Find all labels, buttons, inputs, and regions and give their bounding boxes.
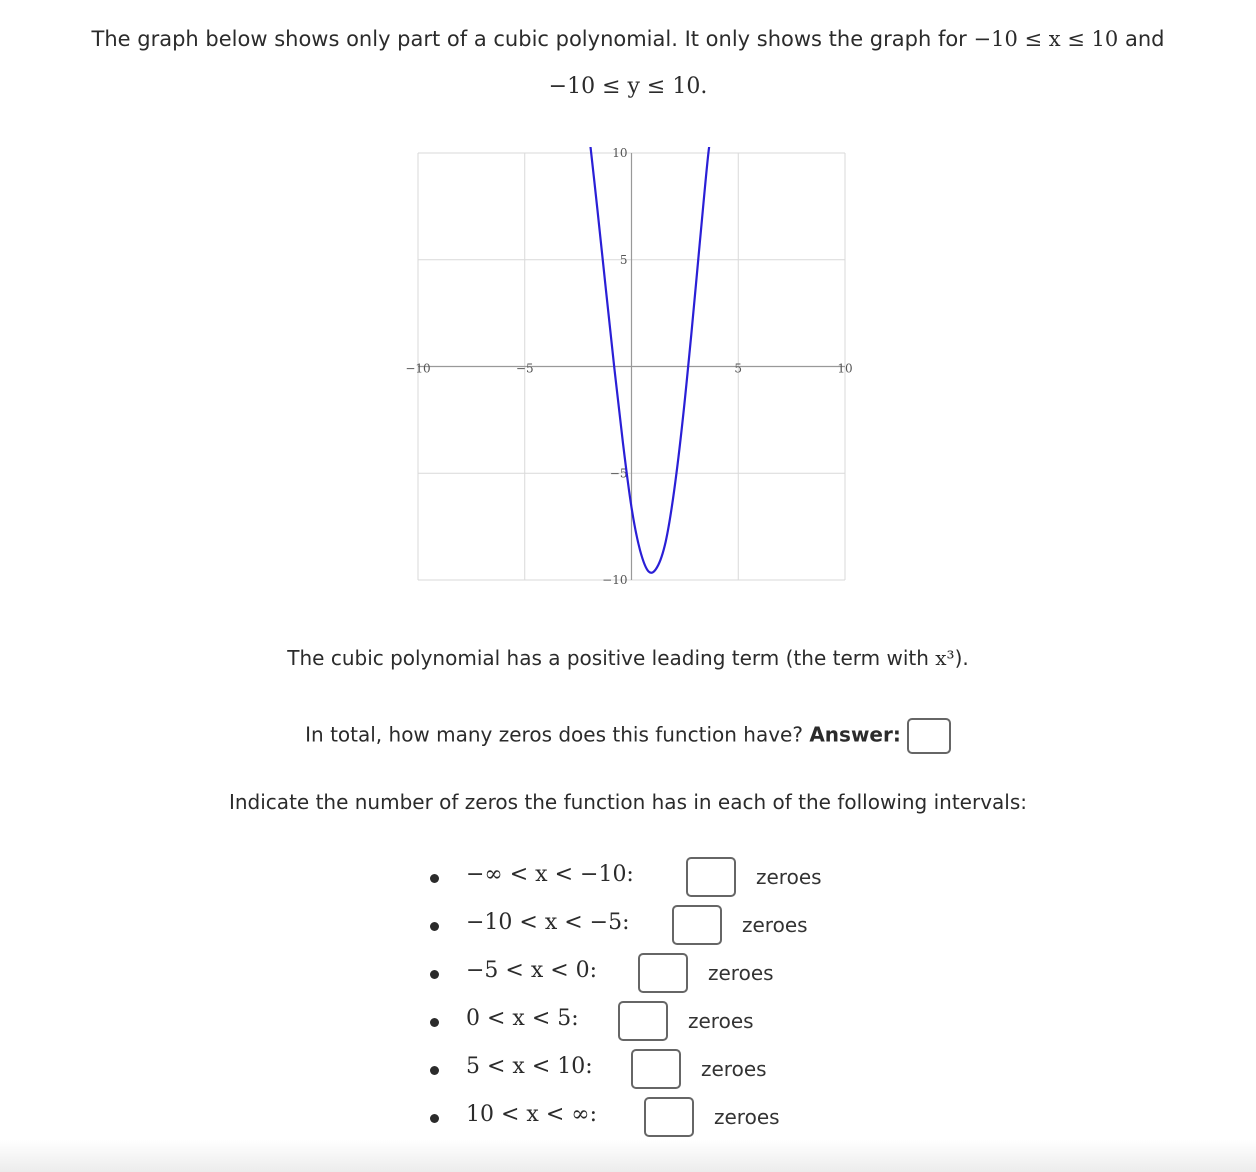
zeroes-unit: zeroes: [708, 961, 774, 985]
bullet: [430, 970, 439, 979]
zeroes-unit: zeroes: [742, 913, 808, 937]
interval-label: 0 < x < 5:: [466, 1006, 579, 1031]
leading-text: The cubic polynomial has a positive leading term (the term with: [287, 646, 936, 670]
axes: [418, 153, 845, 580]
interval-zeros-input[interactable]: [686, 857, 736, 897]
intro-and: and: [1118, 27, 1165, 51]
interval-label: −10 < x < −5:: [466, 910, 630, 935]
zeroes-unit: zeroes: [688, 1009, 754, 1033]
interval-label: −5 < x < 0:: [466, 958, 598, 983]
y-range: −10 ≤ y ≤ 10.: [548, 74, 708, 99]
bottom-fade: [0, 1140, 1256, 1172]
x-range: −10 ≤ x ≤ 10: [973, 27, 1119, 51]
zeroes-unit: zeroes: [714, 1105, 780, 1129]
bullet: [430, 922, 439, 931]
interval-label: 5 < x < 10:: [466, 1054, 593, 1079]
zeroes-unit: zeroes: [701, 1057, 767, 1081]
interval-label: −∞ < x < −10:: [466, 862, 634, 887]
bullet: [430, 1114, 439, 1123]
bullet: [430, 874, 439, 883]
interval-zeros-input[interactable]: [638, 953, 688, 993]
x-tick-label: −10: [405, 361, 431, 376]
interval-zeros-input[interactable]: [672, 905, 722, 945]
interval-zeros-input[interactable]: [618, 1001, 668, 1041]
y-tick-label: −5: [609, 466, 628, 481]
problem-intro: [0, 22, 1256, 104]
bullet: [430, 1066, 439, 1075]
y-tick-label: −10: [602, 573, 628, 587]
answer-label: Answer:: [809, 722, 901, 747]
x-tick-label: 5: [734, 361, 743, 376]
interval-zeros-input[interactable]: [644, 1097, 694, 1137]
x-tick-label: −5: [515, 361, 534, 376]
total-zeros-question: [0, 718, 1256, 754]
total-question-text: In total, how many zeros does this function have?: [305, 722, 810, 747]
cubic-graph: [400, 140, 860, 590]
y-tick-label: 10: [612, 146, 628, 160]
intro-text: The graph below shows only part of a cubic polynomial. It only shows the graph for: [91, 27, 974, 51]
y-tick-label: 5: [619, 252, 628, 267]
interval-zeros-input[interactable]: [631, 1049, 681, 1089]
leading-end: ).: [954, 646, 969, 670]
x-tick-label: 10: [837, 361, 853, 376]
curve: [589, 140, 715, 573]
bullet: [430, 1018, 439, 1027]
interval-label: 10 < x < ∞:: [466, 1102, 597, 1127]
cubic-curve: [589, 140, 715, 573]
intervals-instruction: Indicate the number of zeros the function has in each of the following intervals:: [228, 790, 1028, 814]
leading-term-statement: [0, 646, 1256, 670]
leading-term: x³: [935, 646, 955, 670]
total-zeros-input[interactable]: [907, 718, 951, 754]
zeroes-unit: zeroes: [756, 865, 822, 889]
